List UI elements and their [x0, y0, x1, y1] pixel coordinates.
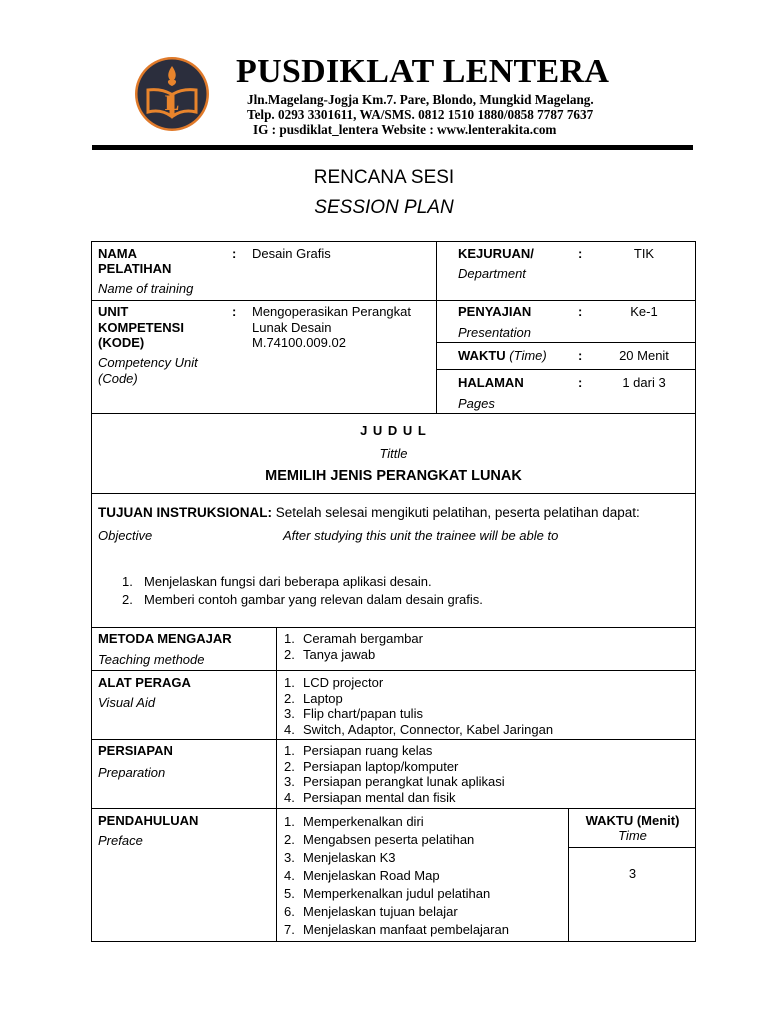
list-item — [277, 774, 505, 790]
unit-label-en: Competency Unit — [98, 355, 198, 370]
unit-label-3: (KODE) — [98, 335, 145, 350]
list-item-text: Menjelaskan Road Map — [303, 868, 440, 883]
list-number: 1. — [284, 631, 295, 646]
list-number: 1. — [122, 574, 133, 589]
list-item — [277, 759, 505, 775]
alat-label: ALAT PERAGA — [98, 675, 191, 690]
alat-label-en: Visual Aid — [98, 695, 156, 710]
row-divider — [436, 342, 696, 343]
list-item-text: Menjelaskan manfaat pembelajaran — [303, 922, 509, 937]
nama-label-en: Name of training — [98, 281, 194, 296]
list-item — [277, 675, 553, 691]
tujuan-label: TUJUAN INSTRUKSIONAL: — [98, 505, 272, 520]
list-number: 3. — [284, 850, 295, 865]
tujuan-label-en: Objective — [98, 528, 153, 543]
list-item-text: LCD projector — [303, 675, 384, 690]
org-contact: IG : pusdiklat_lentera Website : www.lenterakita.com — [253, 122, 557, 137]
list-item-text: Memberi contoh gambar yang relevan dalam desain grafis. — [144, 592, 483, 607]
list-number: 2. — [284, 690, 295, 706]
list-item — [277, 903, 509, 921]
list-item — [277, 885, 509, 903]
lamp-book-logo-icon — [134, 56, 210, 132]
list-item-text: Laptop — [303, 690, 343, 706]
list-number: 2. — [122, 592, 133, 607]
list-item — [277, 722, 553, 738]
row-divider — [436, 369, 696, 370]
list-number: 1. — [284, 675, 295, 690]
nama-label-2: PELATIHAN — [98, 261, 172, 276]
list-item-text: Ceramah bergambar — [303, 631, 423, 646]
row-divider — [91, 300, 436, 301]
row-divider — [91, 627, 696, 628]
persiapan-list — [277, 743, 505, 805]
penyajian-label-en: Presentation — [458, 325, 531, 340]
tujuan-text-en: After studying this unit the trainee will be able to — [283, 528, 559, 543]
pendahuluan-waktu-label: WAKTU (Menit) — [585, 813, 680, 828]
persiapan-label-en: Preparation — [98, 765, 166, 780]
list-number: 4. — [284, 721, 295, 737]
pendahuluan-waktu-label-en: Time — [618, 828, 647, 843]
list-item — [277, 743, 505, 759]
judul-label: J U D U L — [360, 423, 427, 438]
org-address: Jln.Magelang-Jogja Km.7. Pare, Blondo, Mungkid Magelang. — [247, 92, 594, 107]
list-number: 4. — [284, 868, 295, 883]
colon: : — [578, 375, 583, 390]
halaman-label: HALAMAN — [458, 375, 524, 390]
colon: : — [578, 246, 583, 261]
list-number: 6. — [284, 904, 295, 919]
persiapan-label: PERSIAPAN — [98, 743, 173, 758]
kejuruan-label-en: Department — [458, 266, 526, 281]
penyajian-label: PENYAJIAN — [458, 304, 532, 319]
list-item-text: Persiapan perangkat lunak aplikasi — [303, 774, 505, 789]
list-item — [277, 691, 553, 707]
row-divider — [91, 413, 696, 414]
list-item — [277, 867, 509, 885]
list-item-text: Persiapan laptop/komputer — [303, 758, 459, 774]
list-item — [92, 591, 483, 609]
pendahuluan-waktu-value: 3 — [628, 866, 637, 881]
row-divider — [91, 739, 696, 740]
kejuruan-value: TIK — [633, 246, 655, 261]
list-item-text: Persiapan ruang kelas — [303, 743, 433, 758]
alat-list — [277, 675, 553, 737]
list-number: 4. — [284, 789, 295, 805]
org-name: PUSDIKLAT LENTERA — [236, 53, 610, 90]
row-divider — [436, 300, 696, 301]
col-divider — [436, 241, 437, 413]
unit-label: UNIT — [98, 304, 129, 319]
unit-code: M.74100.009.02 — [252, 335, 346, 350]
list-item — [277, 831, 509, 849]
tujuan-line — [98, 505, 640, 520]
pendahuluan-label-en: Preface — [98, 833, 143, 848]
list-item-text: Menjelaskan K3 — [303, 850, 396, 865]
list-number: 3. — [284, 774, 295, 789]
list-item-text: Tanya jawab — [303, 646, 376, 662]
penyajian-value: Ke-1 — [630, 304, 658, 319]
row-divider — [568, 847, 696, 848]
list-item — [277, 706, 553, 722]
list-item-text: Persiapan mental dan fisik — [303, 789, 456, 805]
nama-value: Desain Grafis — [252, 246, 331, 261]
row-divider — [91, 670, 696, 671]
list-number: 5. — [284, 886, 295, 901]
unit-label-en-2: (Code) — [98, 371, 138, 386]
list-item — [277, 921, 509, 939]
list-item — [92, 573, 483, 591]
list-number: 1. — [284, 743, 295, 758]
colon: : — [232, 304, 237, 319]
list-item-text: Menjelaskan fungsi dari beberapa aplikasi desain. — [144, 574, 432, 589]
org-phone: Telp. 0293 3301611, WA/SMS. 0812 1510 1880/0858 7787 7637 — [247, 107, 594, 122]
colon: : — [578, 348, 583, 363]
list-item — [277, 790, 505, 806]
pendahuluan-label: PENDAHULUAN — [98, 813, 199, 828]
waktu-label-text: WAKTU — [458, 348, 506, 363]
judul-label-en: Tittle — [379, 446, 408, 461]
waktu-value: 20 Menit — [619, 348, 669, 363]
list-item — [277, 647, 423, 663]
list-number: 2. — [284, 758, 295, 774]
nama-label: NAMA — [98, 246, 137, 261]
header-divider — [92, 145, 693, 150]
unit-value-2: Lunak Desain — [252, 320, 332, 335]
waktu-label-en: (Time) — [509, 348, 547, 363]
judul-value: MEMILIH JENIS PERANGKAT LUNAK — [265, 468, 522, 484]
metoda-label-en: Teaching methode — [98, 652, 205, 667]
tujuan-text: Setelah selesai mengikuti pelatihan, peserta pelatihan dapat: — [275, 505, 640, 520]
tujuan-list — [92, 573, 483, 609]
list-number: 2. — [284, 646, 295, 662]
list-item-text: Mengabsen peserta pelatihan — [303, 832, 475, 847]
pendahuluan-list — [277, 813, 509, 939]
list-item — [277, 813, 509, 831]
list-item-text: Memperkenalkan diri — [303, 814, 424, 829]
list-number: 3. — [284, 706, 295, 721]
unit-value: Mengoperasikan Perangkat — [252, 304, 411, 319]
list-item — [277, 849, 509, 867]
list-number: 2. — [284, 832, 295, 847]
metoda-list — [277, 631, 423, 662]
metoda-label: METODA MENGAJAR — [98, 631, 232, 646]
list-item — [277, 631, 423, 647]
kejuruan-label: KEJURUAN/ — [458, 246, 534, 261]
logo-letter: L — [164, 90, 180, 115]
list-item-text: Menjelaskan tujuan belajar — [303, 904, 458, 919]
list-number: 1. — [284, 814, 295, 829]
colon: : — [578, 304, 583, 319]
halaman-label-en: Pages — [458, 396, 495, 411]
unit-label-2: KOMPETENSI — [98, 320, 184, 335]
row-divider — [91, 493, 696, 494]
colon: : — [232, 246, 237, 261]
list-item-text: Switch, Adaptor, Connector, Kabel Jaringan — [303, 721, 554, 737]
list-item-text: Flip chart/papan tulis — [303, 706, 423, 721]
halaman-value: 1 dari 3 — [622, 375, 666, 390]
list-item-text: Memperkenalkan judul pelatihan — [303, 886, 491, 901]
waktu-label — [458, 348, 547, 363]
list-number: 7. — [284, 922, 295, 937]
doc-subtitle: SESSION PLAN — [314, 197, 454, 218]
row-divider — [91, 808, 696, 809]
doc-title: RENCANA SESI — [313, 167, 455, 188]
